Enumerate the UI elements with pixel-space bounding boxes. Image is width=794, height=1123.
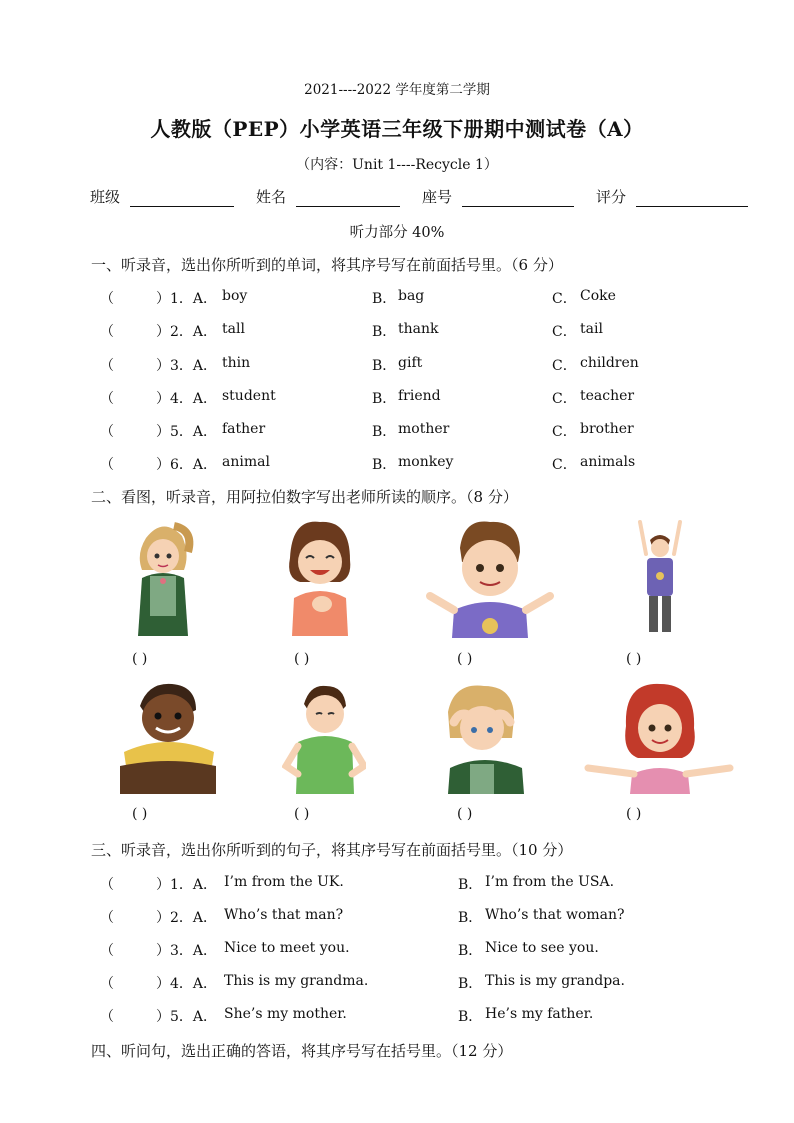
option-b: friend (398, 388, 441, 404)
option-b: bag (398, 288, 425, 304)
seat-field[interactable] (422, 186, 574, 207)
score-blank[interactable] (636, 188, 748, 207)
question-number: ）3．A． (156, 943, 218, 959)
class-field[interactable] (90, 186, 234, 207)
option-b: I’m from the USA. (485, 874, 615, 890)
girl-covering-eyes-illustration (440, 682, 530, 794)
answer-blank[interactable]: ( ) (132, 651, 148, 667)
option-c-label: C． (552, 391, 577, 407)
option-a: Who’s that man? (224, 907, 344, 923)
girl-red-hair-illustration (582, 682, 736, 794)
option-b-label: B． (458, 910, 483, 926)
boy-green-shirt-illustration (282, 682, 366, 794)
option-a: She’s my mother. (224, 1006, 347, 1022)
boy-shrugging-illustration (424, 518, 554, 638)
option-a: Nice to meet you. (224, 940, 350, 956)
class-blank[interactable] (130, 188, 234, 207)
option-a: animal (222, 454, 270, 470)
option-b: This is my grandpa. (485, 973, 625, 989)
answer-paren[interactable]: （ (100, 877, 114, 893)
name-label: 姓名 (256, 188, 287, 206)
girl-ponytail-illustration (128, 518, 198, 638)
question-number: ）5．A． (156, 424, 218, 440)
answer-paren[interactable]: （ (100, 358, 114, 374)
section4-heading: 四、听问句，选出正确的答语，将其序号写在括号里。（12 分） (91, 1042, 513, 1060)
answer-paren[interactable]: （ (100, 976, 114, 992)
question-number: ）4．A． (156, 976, 218, 992)
option-c-label: C． (552, 291, 577, 307)
option-b-label: B． (372, 324, 397, 340)
question-number: ）1．A． (156, 291, 218, 307)
option-a: student (222, 388, 276, 404)
option-b-label: B． (372, 291, 397, 307)
answer-blank[interactable]: ( ) (457, 806, 473, 822)
seat-label: 座号 (422, 188, 453, 206)
option-c: Coke (580, 288, 616, 304)
exam-scope: （内容：Unit 1----Recycle 1） (296, 157, 498, 173)
boy-yellow-scarf-illustration (116, 682, 220, 794)
name-field[interactable] (256, 186, 400, 207)
answer-paren[interactable]: （ (100, 324, 114, 340)
score-field[interactable] (596, 186, 748, 207)
option-b: He’s my father. (485, 1006, 594, 1022)
option-a: thin (222, 355, 251, 371)
answer-paren[interactable]: （ (100, 943, 114, 959)
student-info-row (90, 186, 730, 207)
answer-paren[interactable]: （ (100, 424, 114, 440)
option-c-label: C． (552, 324, 577, 340)
option-b: monkey (398, 454, 454, 470)
seat-blank[interactable] (462, 188, 574, 207)
option-b-label: B． (458, 877, 483, 893)
answer-blank[interactable]: ( ) (626, 651, 642, 667)
option-b-label: B． (458, 1009, 483, 1025)
question-number: ）4．A． (156, 391, 218, 407)
option-c-label: C． (552, 424, 577, 440)
option-b-label: B． (372, 358, 397, 374)
answer-paren[interactable]: （ (100, 291, 114, 307)
option-a: I’m from the UK. (224, 874, 344, 890)
question-number: ）3．A． (156, 358, 218, 374)
option-b-label: B． (372, 457, 397, 473)
option-b: Who’s that woman? (485, 907, 625, 923)
option-c-label: C． (552, 358, 577, 374)
option-b: gift (398, 355, 423, 371)
girl-smiling-illustration (280, 518, 360, 638)
name-blank[interactable] (296, 188, 400, 207)
question-number: ）1．A． (156, 877, 218, 893)
option-c: children (580, 355, 639, 371)
answer-paren[interactable]: （ (100, 391, 114, 407)
question-number: ）6．A． (156, 457, 218, 473)
option-b-label: B． (458, 943, 483, 959)
option-c: teacher (580, 388, 635, 404)
exam-title: 人教版（PEP）小学英语三年级下册期中测试卷（A） (150, 117, 644, 141)
answer-blank[interactable]: ( ) (457, 651, 473, 667)
answer-blank[interactable]: ( ) (626, 806, 642, 822)
section3-heading: 三、听录音，选出你所听到的句子，将其序号写在前面括号里。（10 分） (91, 841, 573, 859)
section1-heading: 一、听录音，选出你所听到的单词，将其序号写在前面括号里。（6 分） (91, 256, 563, 274)
option-a: boy (222, 288, 248, 304)
option-b-label: B． (372, 424, 397, 440)
option-c: tail (580, 321, 603, 337)
section2-heading: 二、看图，听录音，用阿拉伯数字写出老师所读的顺序。（8 分） (91, 488, 518, 506)
option-b: mother (398, 421, 450, 437)
option-b-label: B． (372, 391, 397, 407)
answer-blank[interactable]: ( ) (294, 651, 310, 667)
answer-paren[interactable]: （ (100, 457, 114, 473)
option-b: thank (398, 321, 439, 337)
question-number: ）2．A． (156, 324, 218, 340)
option-a: This is my grandma. (224, 973, 369, 989)
question-number: ）5．A． (156, 1009, 218, 1025)
answer-blank[interactable]: ( ) (294, 806, 310, 822)
option-a: tall (222, 321, 245, 337)
boy-arms-up-illustration (634, 518, 686, 638)
option-a: father (222, 421, 266, 437)
class-label: 班级 (90, 188, 121, 206)
score-label: 评分 (596, 188, 627, 206)
option-c: animals (580, 454, 636, 470)
answer-paren[interactable]: （ (100, 1009, 114, 1025)
listening-part-title: 听力部分 40% (349, 225, 445, 241)
option-c: brother (580, 421, 634, 437)
option-b: Nice to see you. (485, 940, 599, 956)
answer-blank[interactable]: ( ) (132, 806, 148, 822)
option-b-label: B． (458, 976, 483, 992)
option-c-label: C． (552, 457, 577, 473)
term-line: 2021----2022 学年度第二学期 (304, 82, 490, 98)
answer-paren[interactable]: （ (100, 910, 114, 926)
question-number: ）2．A． (156, 910, 218, 926)
